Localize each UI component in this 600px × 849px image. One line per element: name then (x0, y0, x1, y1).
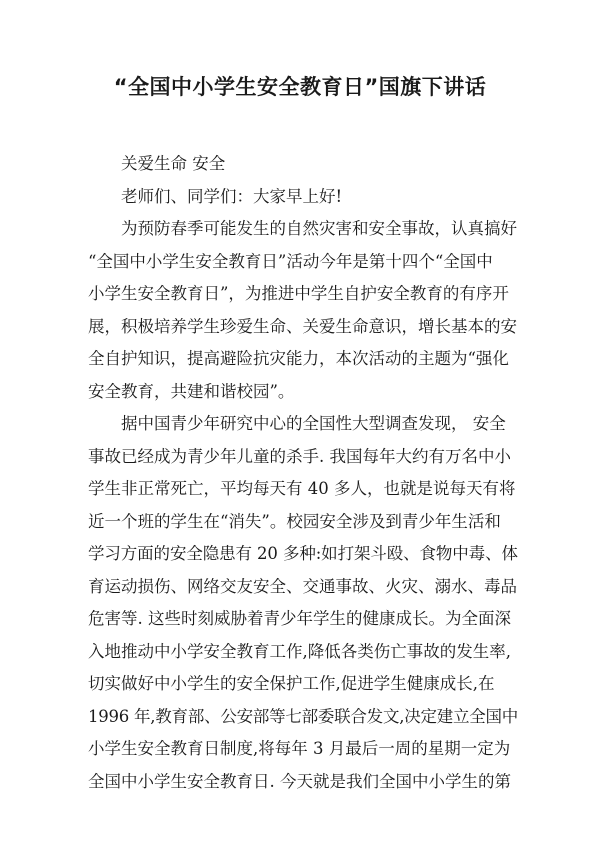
text-line: 事故已经成为青少年儿童的杀手. 我国每年大约有万名中小 (88, 446, 511, 466)
text-line: 全国中小学生安全教育日. 今天就是我们全国中小学生的第 (88, 771, 511, 791)
text-line: “全国中小学生安全教育日”活动今年是第十四个“全国中 (88, 251, 493, 271)
text-line: 1996 年,教育部、公安部等七部委联合发文,决定建立全国中 (88, 706, 518, 726)
text-line: 安全教育，共建和谐校园”。 (88, 381, 295, 401)
text-line: 老师们、同学们：大家早上好! (121, 186, 343, 206)
text-line: 入地推动中小学安全教育工作,降低各类伤亡事故的发生率, (88, 641, 511, 661)
text-line: 学生非正常死亡，平均每天有 40 多人，也就是说每天有将 (88, 479, 516, 498)
text-line: 危害等. 这些时刻威胁着青少年学生的健康成长。为全面深 (88, 609, 511, 628)
document-title: “全国中小学生安全教育日”国旗下讲话 (113, 75, 487, 99)
text-line: 小学生安全教育日”，为推进中学生自护安全教育的有序开 (88, 284, 509, 303)
text-line: 展，积极培养学生珍爱生命、关爱生命意识，增长基本的安 (88, 316, 517, 336)
text-line: 近一个班的学生在“消失”。校园安全涉及到青少年生活和 (88, 511, 501, 531)
text-line: 关爱生命 安全 (121, 154, 226, 173)
text-line: 学习方面的安全隐患有 20 多种:如打架斗殴、食物中毒、体 (88, 544, 518, 563)
text-line: 为预防春季可能发生的自然灾害和安全事故，认真搞好 (121, 219, 517, 238)
text-line: 育运动损伤、网络交友安全、交通事故、火灾、溺水、毒品 (88, 576, 517, 596)
text-line: 小学生安全教育日制度,将每年 3 月最后一周的星期一定为 (88, 739, 511, 758)
text-line: 据中国青少年研究中心的全国性大型调查发现， 安全 (121, 414, 506, 433)
text-line: 切实做好中小学生的安全保护工作,促进学生健康成长,在 (88, 674, 495, 693)
document-body (88, 148, 518, 798)
text-line: 全自护知识，提高避险抗灾能力，本次活动的主题为“强化 (88, 349, 509, 368)
